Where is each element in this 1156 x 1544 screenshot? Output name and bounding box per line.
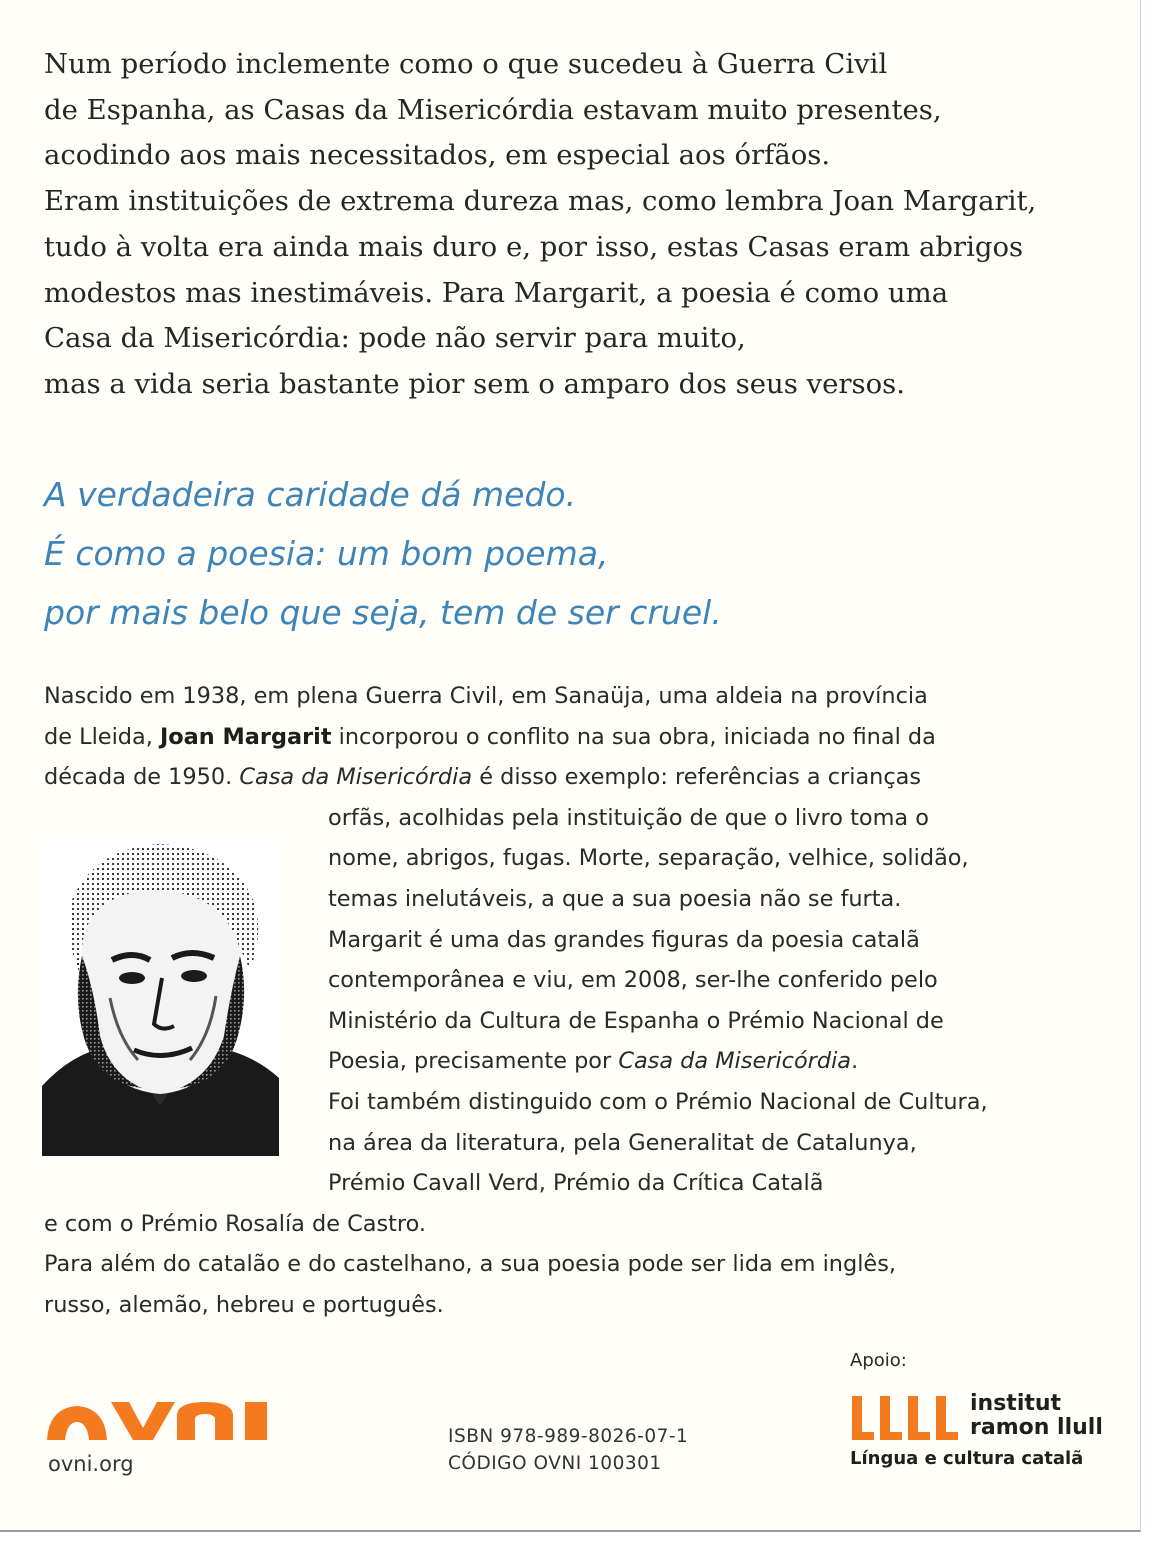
quote-line: A verdadeira caridade dá medo. [44,475,577,514]
intro-paragraph [44,42,1104,408]
bio-line: na área da literatura, pela Generalitat de Catalunya, [328,1129,917,1156]
bio-line: russo, alemão, hebreu e português. [44,1291,444,1318]
bio-line: contemporânea e viu, em 2008, ser-lhe conferido pelo [328,967,938,994]
institute-tagline: Língua e cultura catalã [850,1448,1084,1469]
author-name: Joan Margarit [159,723,332,750]
pull-quote [44,465,1104,642]
bio-line: Foi também distinguido com o Prémio Nacional de Cultura, [328,1088,988,1115]
intro-line: modestos mas inestimáveis. Para Margarit, a poesia é como uma [44,276,949,309]
bio-text: incorporou o conflito na sua obra, iniciada no final da [331,723,936,750]
book-title: Casa da Misericórdia [239,764,473,791]
quote-line: É como a poesia: um bom poema, [44,534,609,573]
bio-line: nome, abrigos, fugas. Morte, separação, velhice, solidão, [328,845,969,872]
institute-name [970,1392,1103,1440]
publisher-code: CÓDIGO OVNI 100301 [448,1453,662,1474]
bio-line: Prémio Cavall Verd, Prémio da Crítica Catalã [328,1170,824,1197]
bio-text: Poesia, precisamente por [328,1048,619,1075]
bio-text: de Lleida, [44,723,160,750]
bio-line: temas inelutáveis, a que a sua poesia não se furta. [328,885,902,912]
bio-line: Margarit é uma das grandes figuras da poesia catalã [328,926,920,953]
intro-line: Casa da Misericórdia: pode não servir para muito, [44,322,746,355]
isbn: ISBN 978-989-8026-07-1 [448,1426,689,1447]
ovni-logo [47,1400,283,1440]
intro-line: Num período inclemente como o que sucedeu à Guerra Civil [44,48,888,80]
intro-line: tudo à volta era ainda mais duro e, por isso, estas Casas eram abrigos [44,230,1024,263]
bio-line [44,717,1114,758]
bio-line: e com o Prémio Rosalía de Castro. [44,1210,427,1237]
institute-name-line: ramon llull [970,1415,1103,1440]
intro-line: acodindo aos mais necessitados, em especial aos órfãos. [44,139,831,172]
publisher-url[interactable]: ovni.org [48,1452,134,1476]
bio-line [44,757,1114,798]
author-portrait [42,838,279,1156]
intro-line: mas a vida seria bastante pior sem o amparo dos seus versos. [44,367,906,400]
support-label: Apoio: [850,1350,907,1371]
intro-line: de Espanha, as Casas da Misericórdia estavam muito presentes, [44,93,942,126]
bio-text: é disso exemplo: referências a crianças [472,764,922,791]
bio-line: Para além do catalão e do castelhano, a sua poesia pode ser lida em inglês, [44,1251,896,1278]
book-title: Casa da Misericórdia [618,1048,852,1075]
isbn-block [448,1423,688,1477]
author-portrait-drawing [42,838,279,1156]
bio-line: Nascido em 1938, em plena Guerra Civil, em Sanaüja, uma aldeia na província [44,683,928,709]
bio-text: . [851,1048,859,1075]
bio-line: orfãs, acolhidas pela instituição de que o livro toma o [328,804,929,831]
institute-name-line: institut [970,1391,1062,1416]
intro-line: Eram instituições de extrema dureza mas, como lembra Joan Margarit, [44,185,1037,218]
bio-line: Ministério da Cultura de Espanha o Prémio Nacional de [328,1007,944,1034]
llull-logo-icon [850,1394,962,1442]
bio-text: década de 1950. [44,764,240,791]
quote-line: por mais belo que seja, tem de ser cruel. [44,593,722,632]
